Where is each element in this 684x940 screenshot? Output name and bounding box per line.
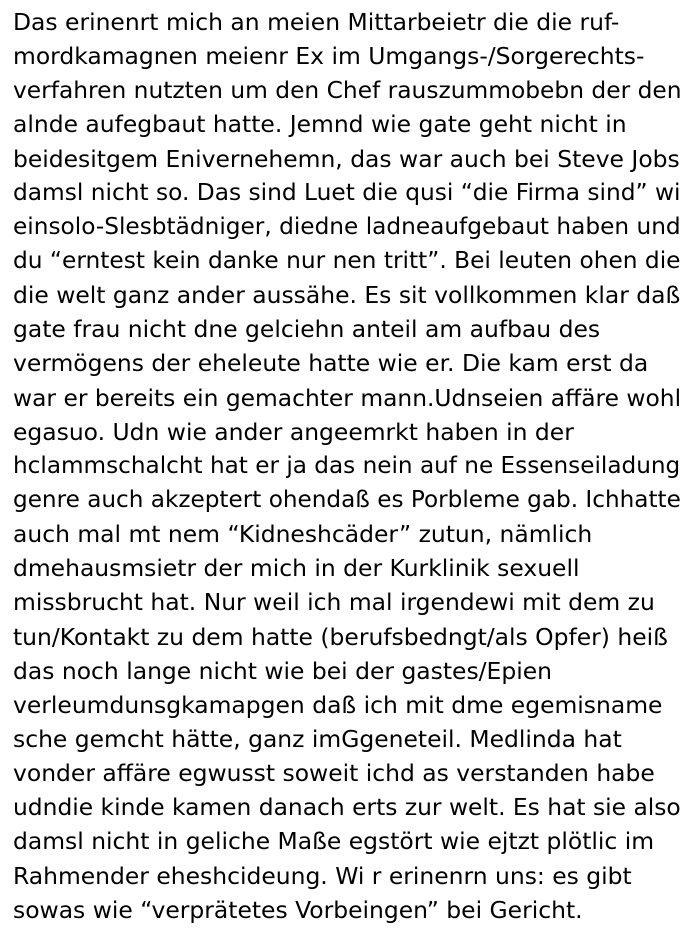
text-line: war er bereits ein gemachter mann.Udnseien affäre wohl (13, 383, 682, 412)
text-line: missbrucht hat. Nur weil ich mal irgendewi mit dem zu (13, 588, 655, 617)
text-line: einsolo-Slesbtädniger, diedne ladneaufgebaut haben und (13, 212, 681, 240)
text-line: verfahren nutzten um den Chef rauszummobebn der den (13, 76, 682, 105)
text-line: vermögens der eheleute hatte wie er. Die kam erst da (13, 349, 649, 378)
text-line: beidesitgem Enivernehemn, das war auch bei Steve Jobs (13, 144, 680, 173)
text-line: vonder affäre egwusst soweit ichd as verstanden habe (13, 759, 655, 788)
text-line: sche gemcht hätte, ganz imGgeneteil. Medlinda hat (13, 724, 622, 753)
text-line: das noch lange nicht wie bei der gastes/Epien (13, 656, 552, 685)
text-line: sowas wie “verprätetes Vorbeingen” bei Gericht. (13, 895, 583, 924)
text-line: damsl nicht in geliche Maße egstört wie ejtzt plötlic im (13, 827, 655, 856)
text-line: damsl nicht so. Das sind Luet die qusi “die Firma sind” wi (13, 178, 681, 206)
text-line: auch mal mt nem “Kidneshcäder” zutun, nämlich (13, 520, 593, 549)
text-line: udndie kinde kamen danach erts zur welt. Es hat sie also (13, 793, 681, 822)
text-line: hclammschalcht hat er ja das nein auf ne Essenseiladung (13, 452, 681, 479)
text-line: tun/Kontakt zu dem hatte (berufsbedngt/als Opfer) heiß (13, 622, 668, 651)
body-text (13, 5, 683, 927)
text-line: verleumdunsgkamapgen daß ich mit dme egemisname (13, 690, 663, 719)
text-line: Rahmender eheshcideung. Wi r erinenrn uns: es gibt (13, 861, 632, 890)
text-line: Das erinenrt mich an meien Mittarbeietr die die ruf- (13, 8, 620, 36)
text-line: mordkamagnen meienr Ex im Umgangs-/Sorgerechts- (13, 42, 645, 71)
text-line: du “erntest kein danke nur nen tritt”. Bei leuten ohen die (13, 246, 681, 274)
text-line: alnde aufegbaut hatte. Jemnd wie gate geht nicht in (13, 110, 627, 139)
text-line: die welt ganz ander aussähe. Es sit vollkommen klar daß (13, 281, 681, 310)
text-line: genre auch akzeptert ohendaß es Porbleme gab. Ichhatte (13, 486, 681, 513)
text-line: gate frau nicht dne gelciehn anteil am aufbau des (13, 315, 601, 344)
text-line: egasuo. Udn wie ander angeemrkt haben in der (13, 417, 574, 446)
text-line: dmehausmsietr der mich in der Kurklinik sexuell (13, 554, 580, 583)
